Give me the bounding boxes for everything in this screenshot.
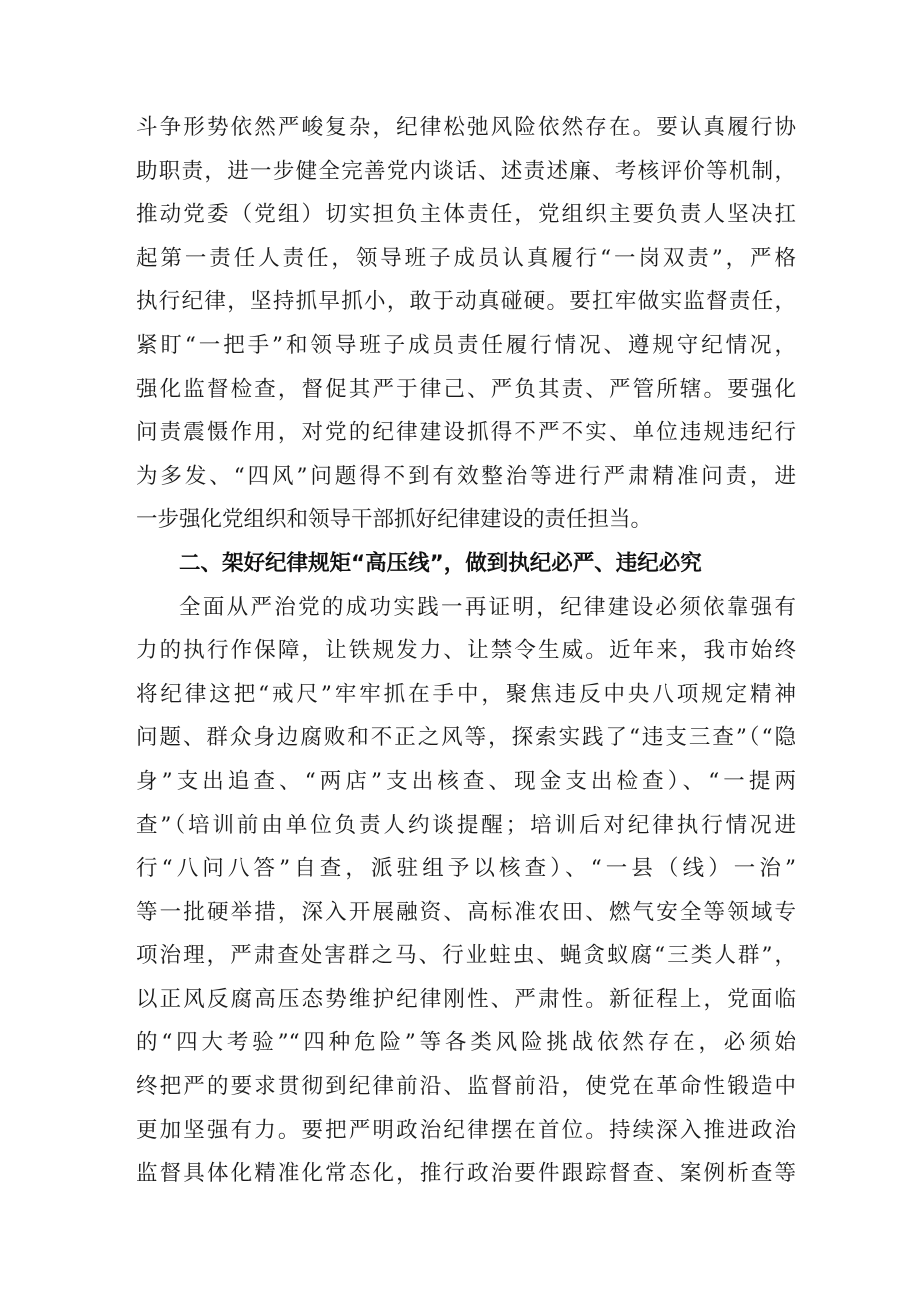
paragraph-1-line: 斗争形势依然严峻复杂，纪律松弛风险依然存在。要认真履行协 bbox=[136, 115, 796, 140]
paragraph-1-line: 执行纪律，坚持抓早抓小，敢于动真碰硬。要扛牢做实监督责任， bbox=[136, 289, 796, 315]
paragraph-2-line: 终把严的要求贯彻到纪律前沿、监督前沿，使党在革命性锻造中 bbox=[136, 1074, 796, 1100]
paragraph-2-line: 问题、群众身边腐败和不正之风等，探索实践了“违支三查”（“隐 bbox=[136, 725, 796, 751]
paragraph-2-line: 以正风反腐高压态势维护纪律刚性、严肃性。新征程上，党面临 bbox=[136, 986, 796, 1012]
paragraph-1-line: 问责震慑作用，对党的纪律建设抓得不严不实、单位违规违纪行 bbox=[136, 420, 796, 446]
section-heading: 二、架好纪律规矩“高压线”，做到执纪必严、违纪必究 bbox=[179, 550, 702, 576]
paragraph-2-line: 将纪律这把“戒尺”牢牢抓在手中，聚焦违反中央八项规定精神 bbox=[136, 681, 796, 707]
paragraph-2-line: 全面从严治党的成功实践一再证明，纪律建设必须依靠强有 bbox=[179, 594, 796, 620]
paragraph-2-line: 更加坚强有力。要把严明政治纪律摆在首位。持续深入推进政治 bbox=[136, 1117, 796, 1143]
paragraph-1-line: 强化监督检查，督促其严于律己、严负其责、严管所辖。要强化 bbox=[136, 376, 796, 402]
paragraph-1-line: 紧盯“一把手”和领导班子成员责任履行情况、遵规守纪情况， bbox=[136, 332, 796, 358]
paragraph-1-line: 为多发、“四风”问题得不到有效整治等进行严肃精准问责，进 bbox=[136, 463, 796, 489]
paragraph-1-line: 一步强化党组织和领导干部抓好纪律建设的责任担当。 bbox=[136, 507, 653, 533]
paragraph-1-line: 助职责，进一步健全完善党内谈话、述责述廉、考核评价等机制， bbox=[136, 158, 796, 184]
document-body bbox=[136, 106, 796, 1196]
paragraph-2-line: 的“四大考验”“四种危险”等各类风险挑战依然存在，必须始 bbox=[136, 1030, 796, 1056]
paragraph-2-line: 力的执行作保障，让铁规发力、让禁令生威。近年来，我市始终 bbox=[136, 638, 796, 664]
paragraph-2-line: 身”支出追查、“两店”支出核查、现金支出检查）、“一提两 bbox=[136, 768, 796, 794]
paragraph-2-line: 行“八问八答”自查，派驻组予以核查）、“一县（线）一治” bbox=[136, 856, 796, 882]
paragraph-2-line: 等一批硬举措，深入开展融资、高标准农田、燃气安全等领域专 bbox=[136, 899, 796, 925]
paragraph-1-line: 起第一责任人责任，领导班子成员认真履行“一岗双责”，严格 bbox=[136, 245, 796, 271]
paragraph-2-line: 查”（培训前由单位负责人约谈提醒；培训后对纪律执行情况进 bbox=[136, 812, 796, 838]
paragraph-2-line: 监督具体化精准化常态化，推行政治要件跟踪督查、案例析查等 bbox=[136, 1161, 796, 1187]
paragraph-1-line: 推动党委（党组）切实担负主体责任，党组织主要负责人坚决扛 bbox=[136, 202, 796, 228]
paragraph-2-line: 项治理，严肃查处害群之马、行业蛀虫、蝇贪蚁腐“三类人群”， bbox=[136, 943, 796, 969]
